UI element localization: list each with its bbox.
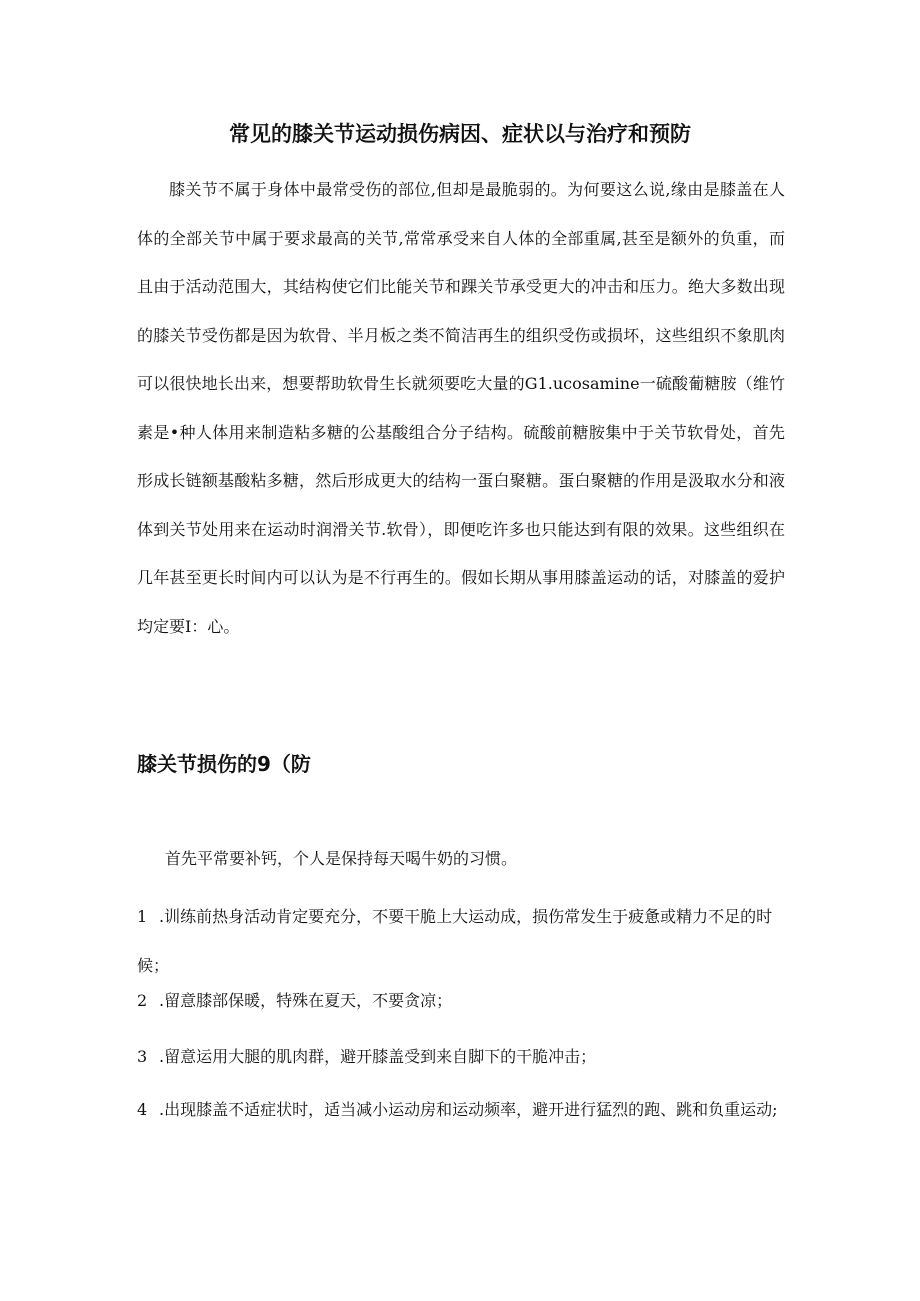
tip-number: 3 [137,1047,148,1066]
tip-text: .出现膝盖不适症状时，适当减小运动房和运动频率，避开进行猛烈的跑、跳和负重运动; [159,1100,778,1119]
tip-number: 1 [137,907,148,926]
tip-number: 4 [137,1100,148,1119]
tip-number: 2 [137,991,148,1010]
tip-item-3 [137,1046,785,1068]
tip-text: .训练前热身活动肯定要充分，不要干脆上大运动成，损伤常发生于疲惫或精力不足的时候； [137,907,773,975]
tip-text: .留意膝部保暖，特殊在夏天，不要贪凉； [159,991,453,1010]
section-heading: 膝关节损伤的9（防 [137,752,311,776]
tips-lead-paragraph: 首先平常要补钙，个人是保持每天喝牛奶的习惯。 [165,849,518,868]
tip-item-4 [137,1097,785,1123]
tip-item-2 [137,990,785,1012]
tip-item-1 [137,893,785,990]
document-title: 常见的膝关节运动损伤病因、症状以与治疗和预防 [229,122,691,146]
tip-text: .留意运用大腿的肌肉群，避开膝盖受到来自脚下的干脆冲击； [159,1047,597,1066]
intro-paragraph: 膝关节不属于身体中最常受伤的部位,但却是最脆弱的。为何要这么说,缘由是膝盖在人体的全部关节中属于要求最高的关节,常常承受来自人体的全部重属,甚至是额外的负重，而且由于活动范围大，其结构使它们比能关节和踝关节承受更大的冲击和压力。绝大多数出现的膝关节受伤都是因为软骨、半月板之类不简洁再生的组织受伤或损坏，这些组织不象肌肉可以很快地长出来，想要帮助软骨生长就须要吃大量的G1.ucosamine一硫酸葡糖胺（维竹素是•种人体用来制造粘多糖的公基酸组合分子结构。硫酸前糖胺集中于关节软骨处，首先形成长链额基酸粘多糖，然后形成更大的结构一蛋白聚糖。蛋白聚糖的作用是汲取水分和液体到关节处用来在运动时润滑关节.软骨），即便吃许多也只能达到有限的效果。这些组织在几年甚至更长时间内可以认为是不行再生的。假如长期从事用膝盖运动的话，对膝盖的爱护均定要I：心。 [137,180,785,636]
